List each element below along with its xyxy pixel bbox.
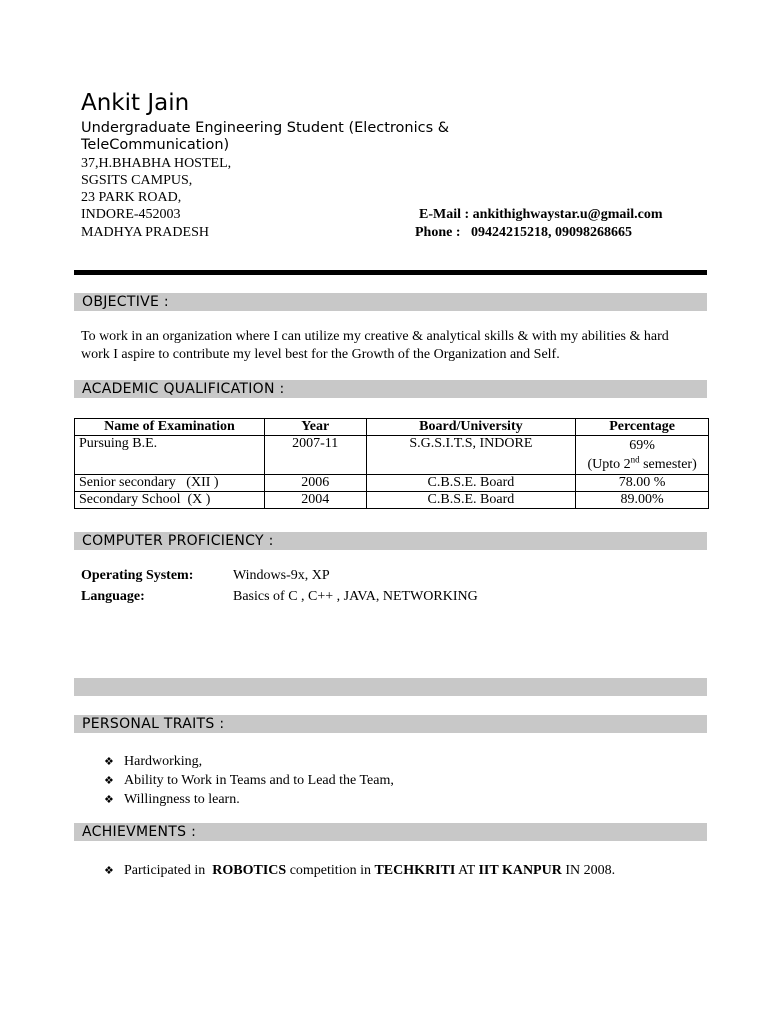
table-row <box>75 492 709 509</box>
phone-label: Phone : <box>415 225 464 240</box>
computer-heading: COMPUTER PROFICIENCY : <box>82 533 274 549</box>
address-line-1: 37,H.BHABHA HOSTEL, <box>81 156 232 171</box>
note-post: semester) <box>639 457 697 472</box>
exam-cell: Pursuing B.E. <box>75 436 265 475</box>
objective-heading-band <box>74 293 707 311</box>
candidate-name: Ankit Jain <box>81 90 190 116</box>
diamond-bullet-icon: ❖ <box>104 756 114 768</box>
board-cell: C.B.S.E. Board <box>366 492 576 509</box>
language-label: Language: <box>81 589 145 604</box>
diamond-bullet-icon: ❖ <box>104 794 114 806</box>
achv-bold-iit: IIT KANPUR <box>478 863 562 878</box>
column-header: Board/University <box>366 419 576 436</box>
achv-bold-robotics: ROBOTICS <box>212 863 287 878</box>
diamond-bullet-icon: ❖ <box>104 865 114 877</box>
objective-heading: OBJECTIVE : <box>82 294 169 310</box>
os-value: Windows-9x, XP <box>233 568 330 583</box>
academic-heading: ACADEMIC QUALIFICATION : <box>82 381 285 397</box>
achv-post: IN 2008. <box>561 863 616 878</box>
column-header: Name of Examination <box>75 419 265 436</box>
empty-section-band <box>74 678 707 696</box>
trait-text: Ability to Work in Teams and to Lead the Team, <box>124 773 394 788</box>
email-line <box>419 207 663 223</box>
percent-cell <box>576 436 709 475</box>
email-value[interactable]: ankithighwaystar.u@gmail.com <box>472 207 663 222</box>
year-cell: 2007-11 <box>264 436 366 475</box>
academic-table <box>74 418 709 509</box>
note-sup: nd <box>630 454 640 465</box>
list-item <box>104 771 394 790</box>
list-item <box>104 752 394 771</box>
achv-mid2: AT <box>455 863 479 878</box>
percent-cell: 78.00 % <box>576 475 709 492</box>
table-header-row <box>75 419 709 436</box>
candidate-subtitle: Undergraduate Engineering Student (Electronics & TeleCommunication) <box>81 120 450 153</box>
list-item <box>104 790 394 809</box>
language-value: Basics of C , C++ , JAVA, NETWORKING <box>233 589 478 604</box>
column-header: Year <box>264 419 366 436</box>
objective-text: To work in an organization where I can utilize my creative & analytical skills & with my abilities & hard work I aspire to contribute my level best for the Growth of the Organization and Self. <box>81 329 669 362</box>
achv-mid: competition in <box>286 863 375 878</box>
percent-cell: 89.00% <box>576 492 709 509</box>
achievements-heading: ACHIEVMENTS : <box>82 824 197 840</box>
table-row <box>75 475 709 492</box>
year-cell: 2004 <box>264 492 366 509</box>
diamond-bullet-icon: ❖ <box>104 775 114 787</box>
phone-line <box>415 225 632 241</box>
table-row <box>75 436 709 475</box>
achv-bold-techkriti: TECHKRITI <box>374 863 456 878</box>
os-label: Operating System: <box>81 568 194 583</box>
achievements-heading-band <box>74 823 707 841</box>
trait-text: Willingness to learn. <box>124 792 240 807</box>
academic-heading-band <box>74 380 707 398</box>
traits-heading-band <box>74 715 707 733</box>
address-line-4: INDORE-452003 <box>81 207 181 222</box>
percent-value: 69% <box>629 438 655 453</box>
phone-value: 09424215218, 09098268665 <box>471 225 632 240</box>
exam-cell: Secondary School (X ) <box>75 492 265 509</box>
traits-heading: PERSONAL TRAITS : <box>82 716 225 732</box>
computer-heading-band <box>74 532 707 550</box>
board-cell: C.B.S.E. Board <box>366 475 576 492</box>
percent-note <box>580 455 704 474</box>
address-line-5: MADHYA PRADESH <box>81 225 209 240</box>
exam-cell: Senior secondary (XII ) <box>75 475 265 492</box>
address-line-2: SGSITS CAMPUS, <box>81 173 193 188</box>
address-line-3: 23 PARK ROAD, <box>81 190 182 205</box>
trait-text: Hardworking, <box>124 754 203 769</box>
note-pre: (Upto 2 <box>587 457 631 472</box>
board-cell: S.G.S.I.T.S, INDORE <box>366 436 576 475</box>
year-cell: 2006 <box>264 475 366 492</box>
column-header: Percentage <box>576 419 709 436</box>
achievement-item <box>104 863 615 879</box>
traits-list <box>104 752 394 809</box>
achv-pre: Participated in <box>124 863 213 878</box>
email-label: E-Mail : <box>419 207 473 222</box>
header-divider <box>74 270 707 275</box>
